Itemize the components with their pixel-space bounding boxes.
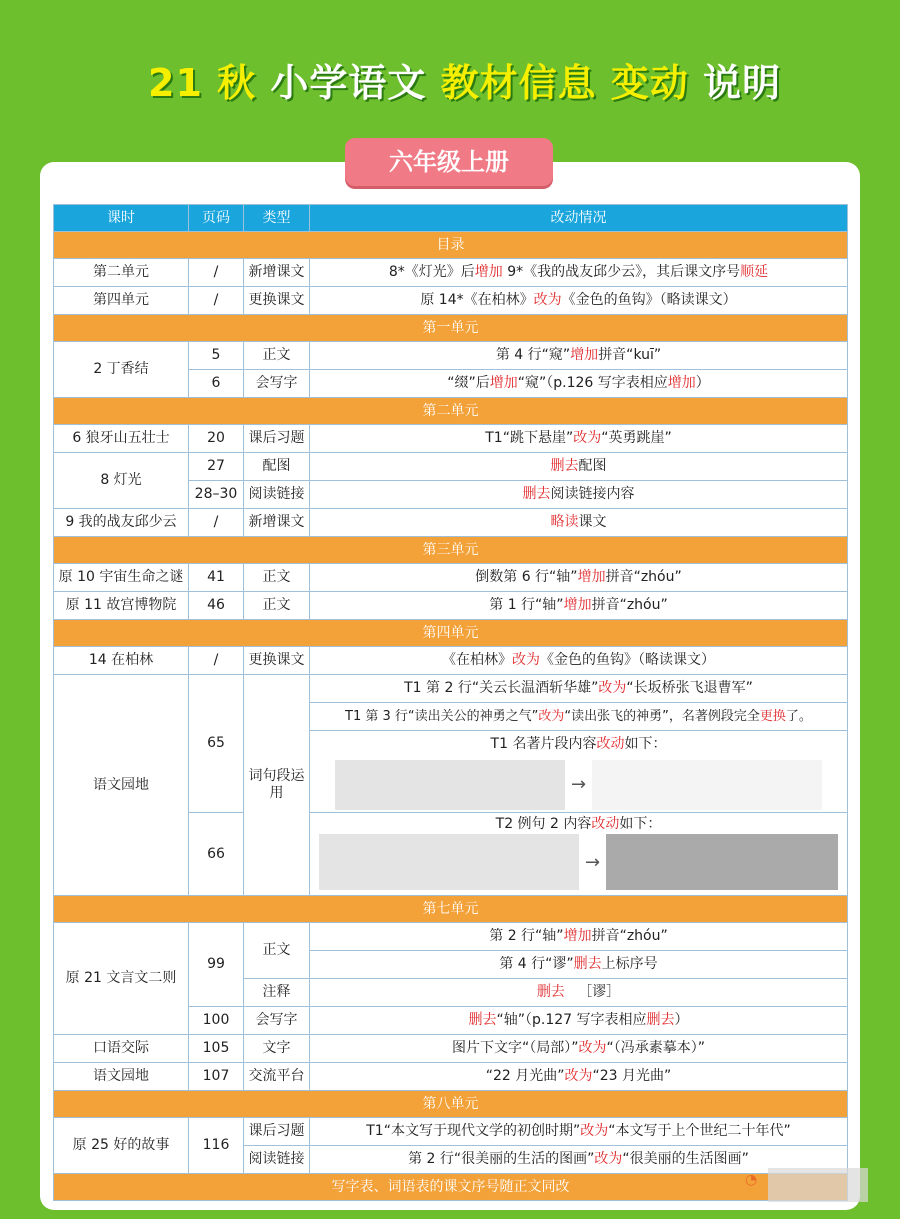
new-excerpt-image [592, 760, 822, 810]
table-row: 第 4 行“谬”删去上标序号 [54, 951, 848, 979]
col-header-lesson: 课时 [54, 205, 189, 232]
watermark [768, 1168, 868, 1202]
col-header-type: 类型 [244, 205, 310, 232]
new-example-image [606, 834, 838, 890]
footer-row: 写字表、词语表的课文序号随正文同改 [54, 1174, 848, 1201]
table-row: 阅读链接 第 2 行“很美丽的生活的图画”改为“很美丽的生活图画” [54, 1146, 848, 1174]
section-row: 目录 [54, 232, 848, 259]
table-row: 第四单元 / 更换课文 原 14*《在柏林》改为《金色的鱼钩》（略读课文） [54, 287, 848, 315]
table-row: 原 10 宇宙生命之谜 41 正文 倒数第 6 行“轴”增加拼音“zhóu” [54, 564, 848, 592]
table-row: 口语交际 105 文字 图片下文字“（局部）”改为“（冯承素摹本）” [54, 1035, 848, 1063]
table-header-row [54, 205, 848, 232]
original-excerpt-image [335, 760, 565, 810]
section-row: 第四单元 [54, 620, 848, 647]
table-row: 语文园地 107 交流平台 “22 月光曲”改为“23 月光曲” [54, 1063, 848, 1091]
table-row: 语文园地 65 词句段运用 T1 第 2 行“关云长温酒斩华雄”改为“长坂桥张飞退曹军” [54, 675, 848, 703]
table-row: 9 我的战友邱少云 / 新增课文 略读课文 [54, 509, 848, 537]
table-row: 8 灯光 27 配图 删去配图 [54, 453, 848, 481]
table-row: 注释 删去 ［谬］ [54, 979, 848, 1007]
section-row: 第七单元 [54, 896, 848, 923]
table-row: 100 会写字 删去“轴”（p.127 写字表相应删去） [54, 1007, 848, 1035]
share-icon: ◔ [745, 1172, 758, 1188]
table-row: 原 21 文言文二则 99 正文 第 2 行“轴”增加拼音“zhóu” [54, 923, 848, 951]
arrow-icon: → [584, 851, 601, 873]
table-row: 第二单元 / 新增课文 8*《灯光》后增加 9*《我的战友邱少云》，其后课文序号顺延 [54, 259, 848, 287]
table-row: 6 会写字 “缀”后增加“窥”（p.126 写字表相应增加） [54, 370, 848, 398]
table-row: 14 在柏林 / 更换课文 《在柏林》改为《金色的鱼钩》（略读课文） [54, 647, 848, 675]
section-row: 第三单元 [54, 537, 848, 564]
grade-badge: 六年级上册 [345, 138, 553, 186]
table-row: 2 丁香结 5 正文 第 4 行“窥”增加拼音“kuī” [54, 342, 848, 370]
original-example-image [319, 834, 579, 890]
page-title: 21 秋 小学语文 教材信息 变动 说明 [148, 61, 782, 105]
arrow-icon: → [570, 774, 587, 796]
table-row: 28–30 阅读链接 删去阅读链接内容 [54, 481, 848, 509]
section-row: 第八单元 [54, 1091, 848, 1118]
table-row: 66 T2 例句 2 内容改动如下： → [54, 813, 848, 896]
section-row: 第二单元 [54, 398, 848, 425]
table-row: 原 11 故宫博物院 46 正文 第 1 行“轴”增加拼音“zhóu” [54, 592, 848, 620]
table-row: 6 狼牙山五壮士 20 课后习题 T1“跳下悬崖”改为“英勇跳崖” [54, 425, 848, 453]
table-row: T1 名著片段内容改动如下： [54, 731, 848, 759]
changes-table [53, 204, 848, 1201]
table-row: T1 第 3 行“读出关公的神勇之气”改为“读出张飞的神勇”，名著例段完全更换了。 [54, 703, 848, 731]
table-row: 原 25 好的故事 116 课后习题 T1“本文写于现代文学的初创时期”改为“本文写于上个世纪二十年代” [54, 1118, 848, 1146]
col-header-change: 改动情况 [310, 205, 848, 232]
section-row: 第一单元 [54, 315, 848, 342]
col-header-page: 页码 [189, 205, 244, 232]
